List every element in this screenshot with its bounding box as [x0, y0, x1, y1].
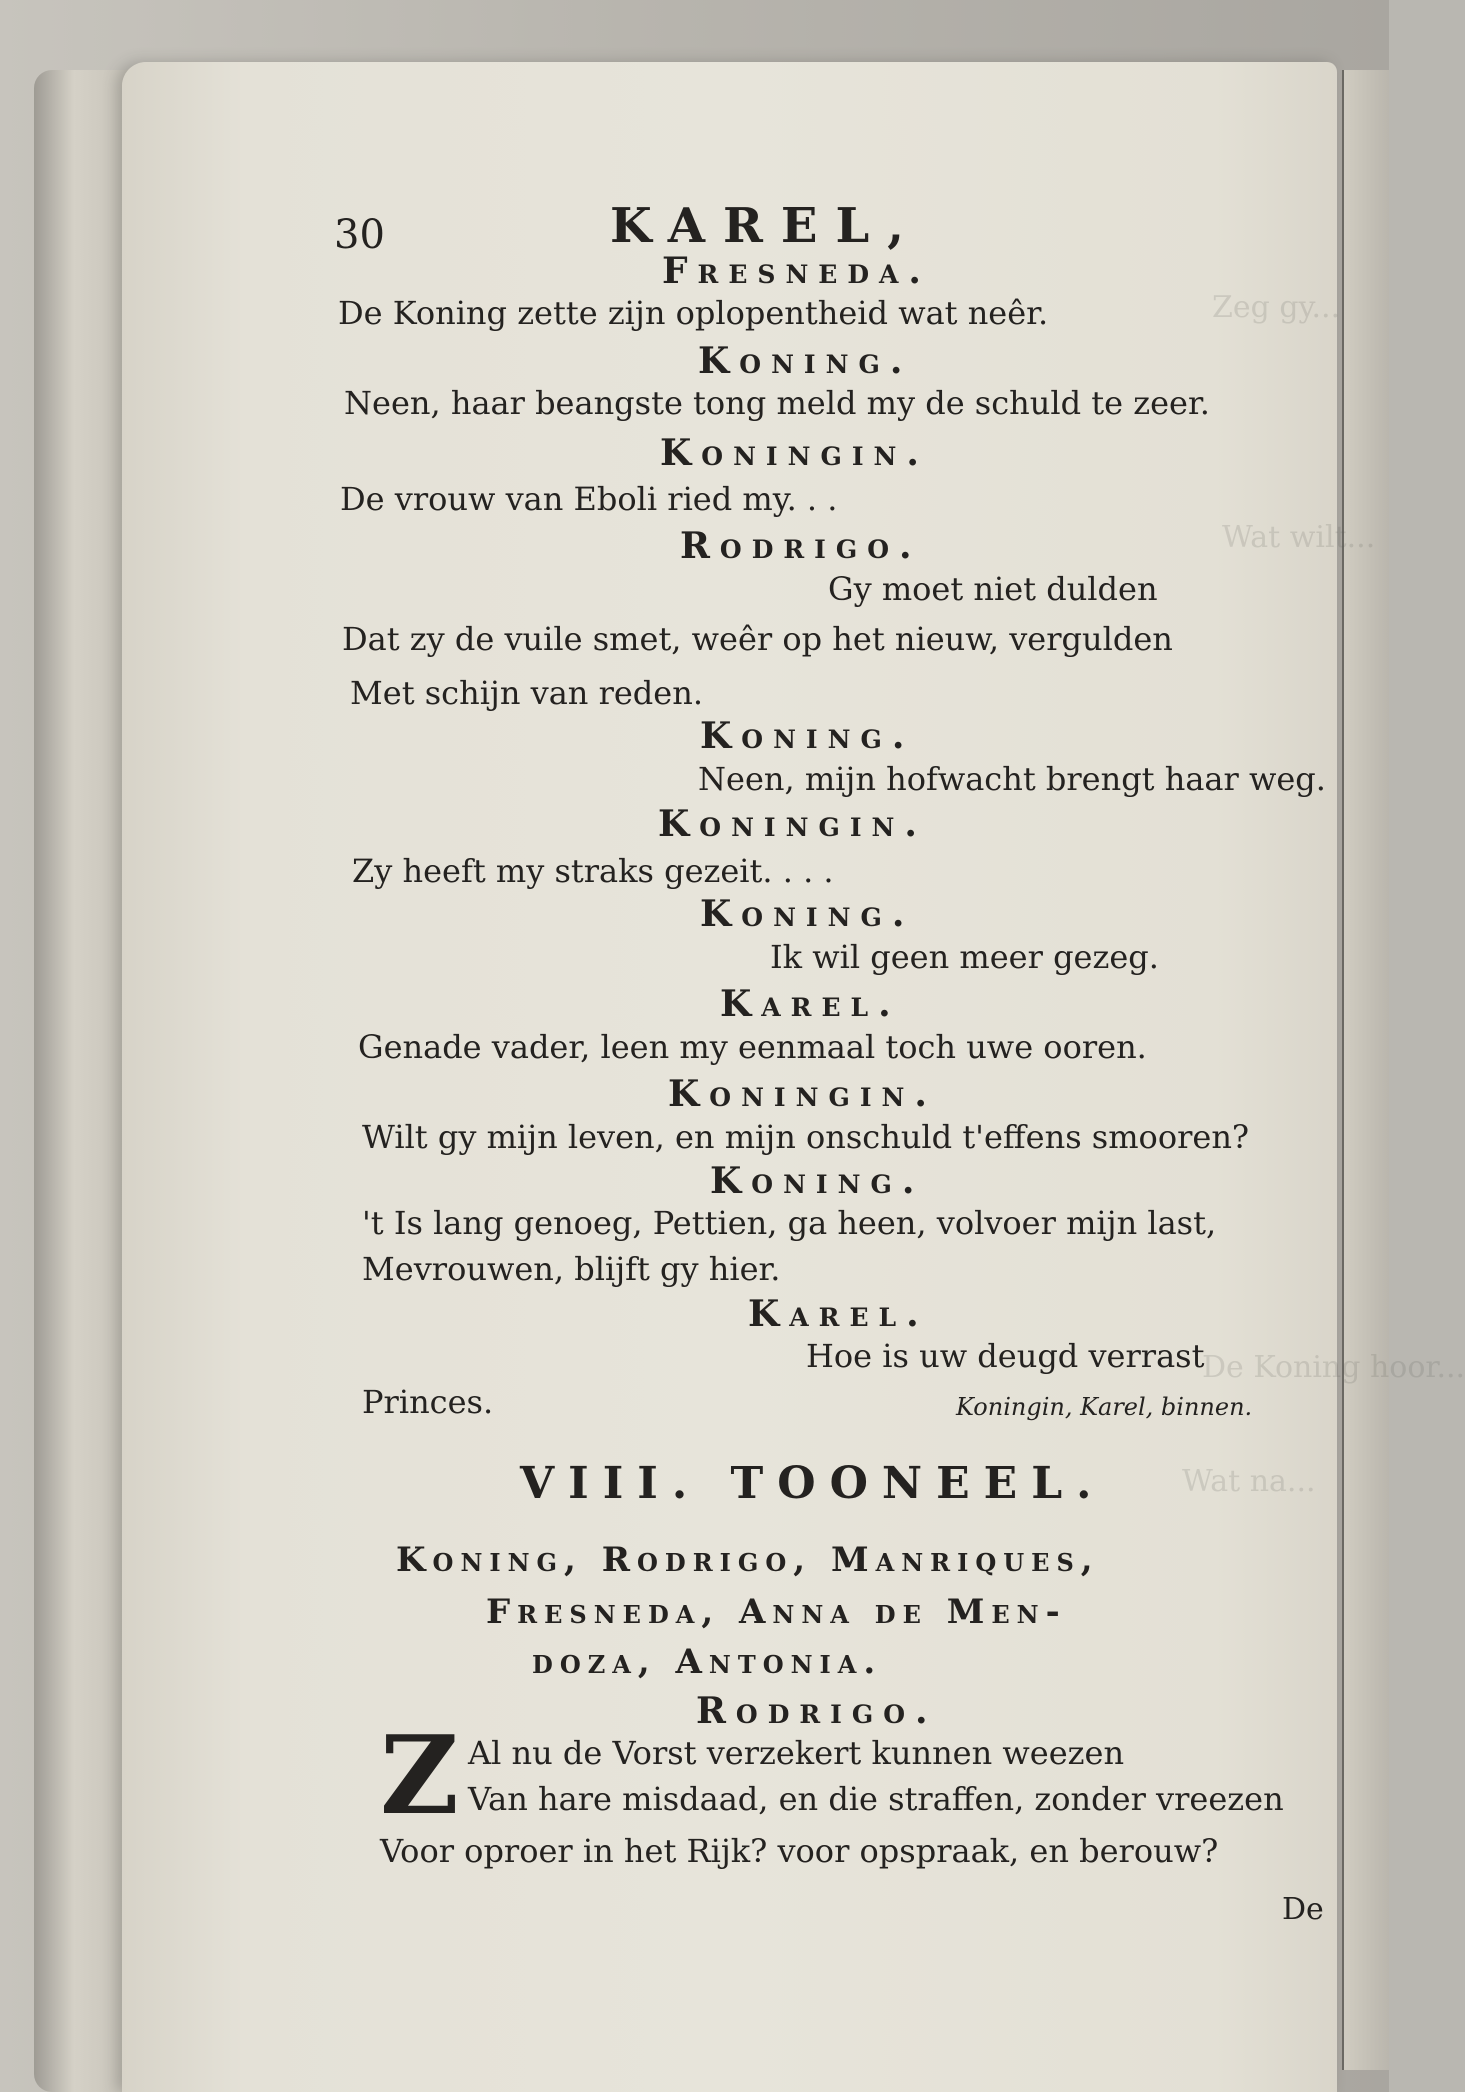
cast-list-line: doza, Antonia.: [532, 1642, 883, 1682]
show-through-text: Wat na...: [1182, 1464, 1316, 1499]
verse-line: De vrouw van Eboli ried my. . .: [340, 480, 838, 518]
speaker-koningin: Koningin.: [660, 432, 929, 474]
speaker-fresneda: Fresneda.: [662, 250, 931, 292]
drop-cap-initial: Z: [380, 1713, 459, 1839]
speaker-karel: Karel.: [748, 1293, 929, 1335]
cast-list-line: Fresneda, Anna de Men-: [486, 1592, 1067, 1632]
verse-line: Zy heeft my straks gezeit. . . .: [352, 852, 834, 890]
verse-line: Wilt gy mijn leven, en mijn onschuld t'effens smooren?: [362, 1118, 1250, 1156]
cast-list-line: Koning, Rodrigo, Manriques,: [396, 1540, 1100, 1580]
verse-line: Mevrouwen, blijft gy hier.: [362, 1250, 781, 1288]
verse-line: Al nu de Vorst verzekert kunnen weezen: [468, 1734, 1125, 1772]
verse-line: Princes.: [362, 1383, 494, 1421]
page-stack-edge: [34, 70, 134, 2092]
verse-line: De Koning zette zijn oplopentheid wat neêr.: [338, 294, 1049, 332]
page-number: 30: [334, 212, 385, 258]
verse-line: 't Is lang genoeg, Pettien, ga heen, volvoer mijn last,: [362, 1204, 1217, 1242]
speaker-koning: Koning.: [710, 1160, 925, 1202]
verse-line: Dat zy de vuile smet, weêr op het nieuw, vergulden: [342, 620, 1173, 658]
verse-line: Met schijn van reden.: [350, 674, 703, 712]
speaker-koning: Koning.: [698, 340, 913, 382]
verse-line: Ik wil geen meer gezeg.: [770, 938, 1159, 976]
verse-line: Gy moet niet dulden: [828, 570, 1158, 608]
running-head: KAREL,: [610, 198, 922, 254]
show-through-text: Wat wilt...: [1222, 520, 1376, 555]
stage-direction: Koningin, Karel, binnen.: [956, 1393, 1253, 1421]
speaker-koning: Koning.: [700, 893, 915, 935]
verse-line: Voor oproer in het Rijk? voor opspraak, en berouw?: [380, 1832, 1219, 1870]
speaker-karel: Karel.: [720, 983, 901, 1025]
facing-page-edge: [1342, 70, 1389, 2070]
verse-line: Genade vader, leen my eenmaal toch uwe ooren.: [358, 1028, 1147, 1066]
verse-line: Van hare misdaad, en die straffen, zonder vreezen: [468, 1780, 1284, 1818]
scene-title: VIII. TOONEEL.: [520, 1458, 1106, 1509]
catchword: De: [1282, 1892, 1324, 1927]
verse-line: Neen, haar beangste tong meld my de schuld te zeer.: [344, 384, 1210, 422]
speaker-rodrigo: Rodrigo.: [696, 1690, 938, 1732]
show-through-text: Zeg gy...: [1212, 290, 1341, 325]
speaker-koningin: Koningin.: [658, 803, 927, 845]
show-through-text: De Koning hoor...: [1202, 1350, 1465, 1385]
speaker-koningin: Koningin.: [668, 1073, 937, 1115]
verse-line: Neen, mijn hofwacht brengt haar weg.: [698, 760, 1326, 798]
speaker-koning: Koning.: [700, 715, 915, 757]
speaker-rodrigo: Rodrigo.: [680, 525, 922, 567]
verse-line: Hoe is uw deugd verrast: [806, 1337, 1205, 1375]
